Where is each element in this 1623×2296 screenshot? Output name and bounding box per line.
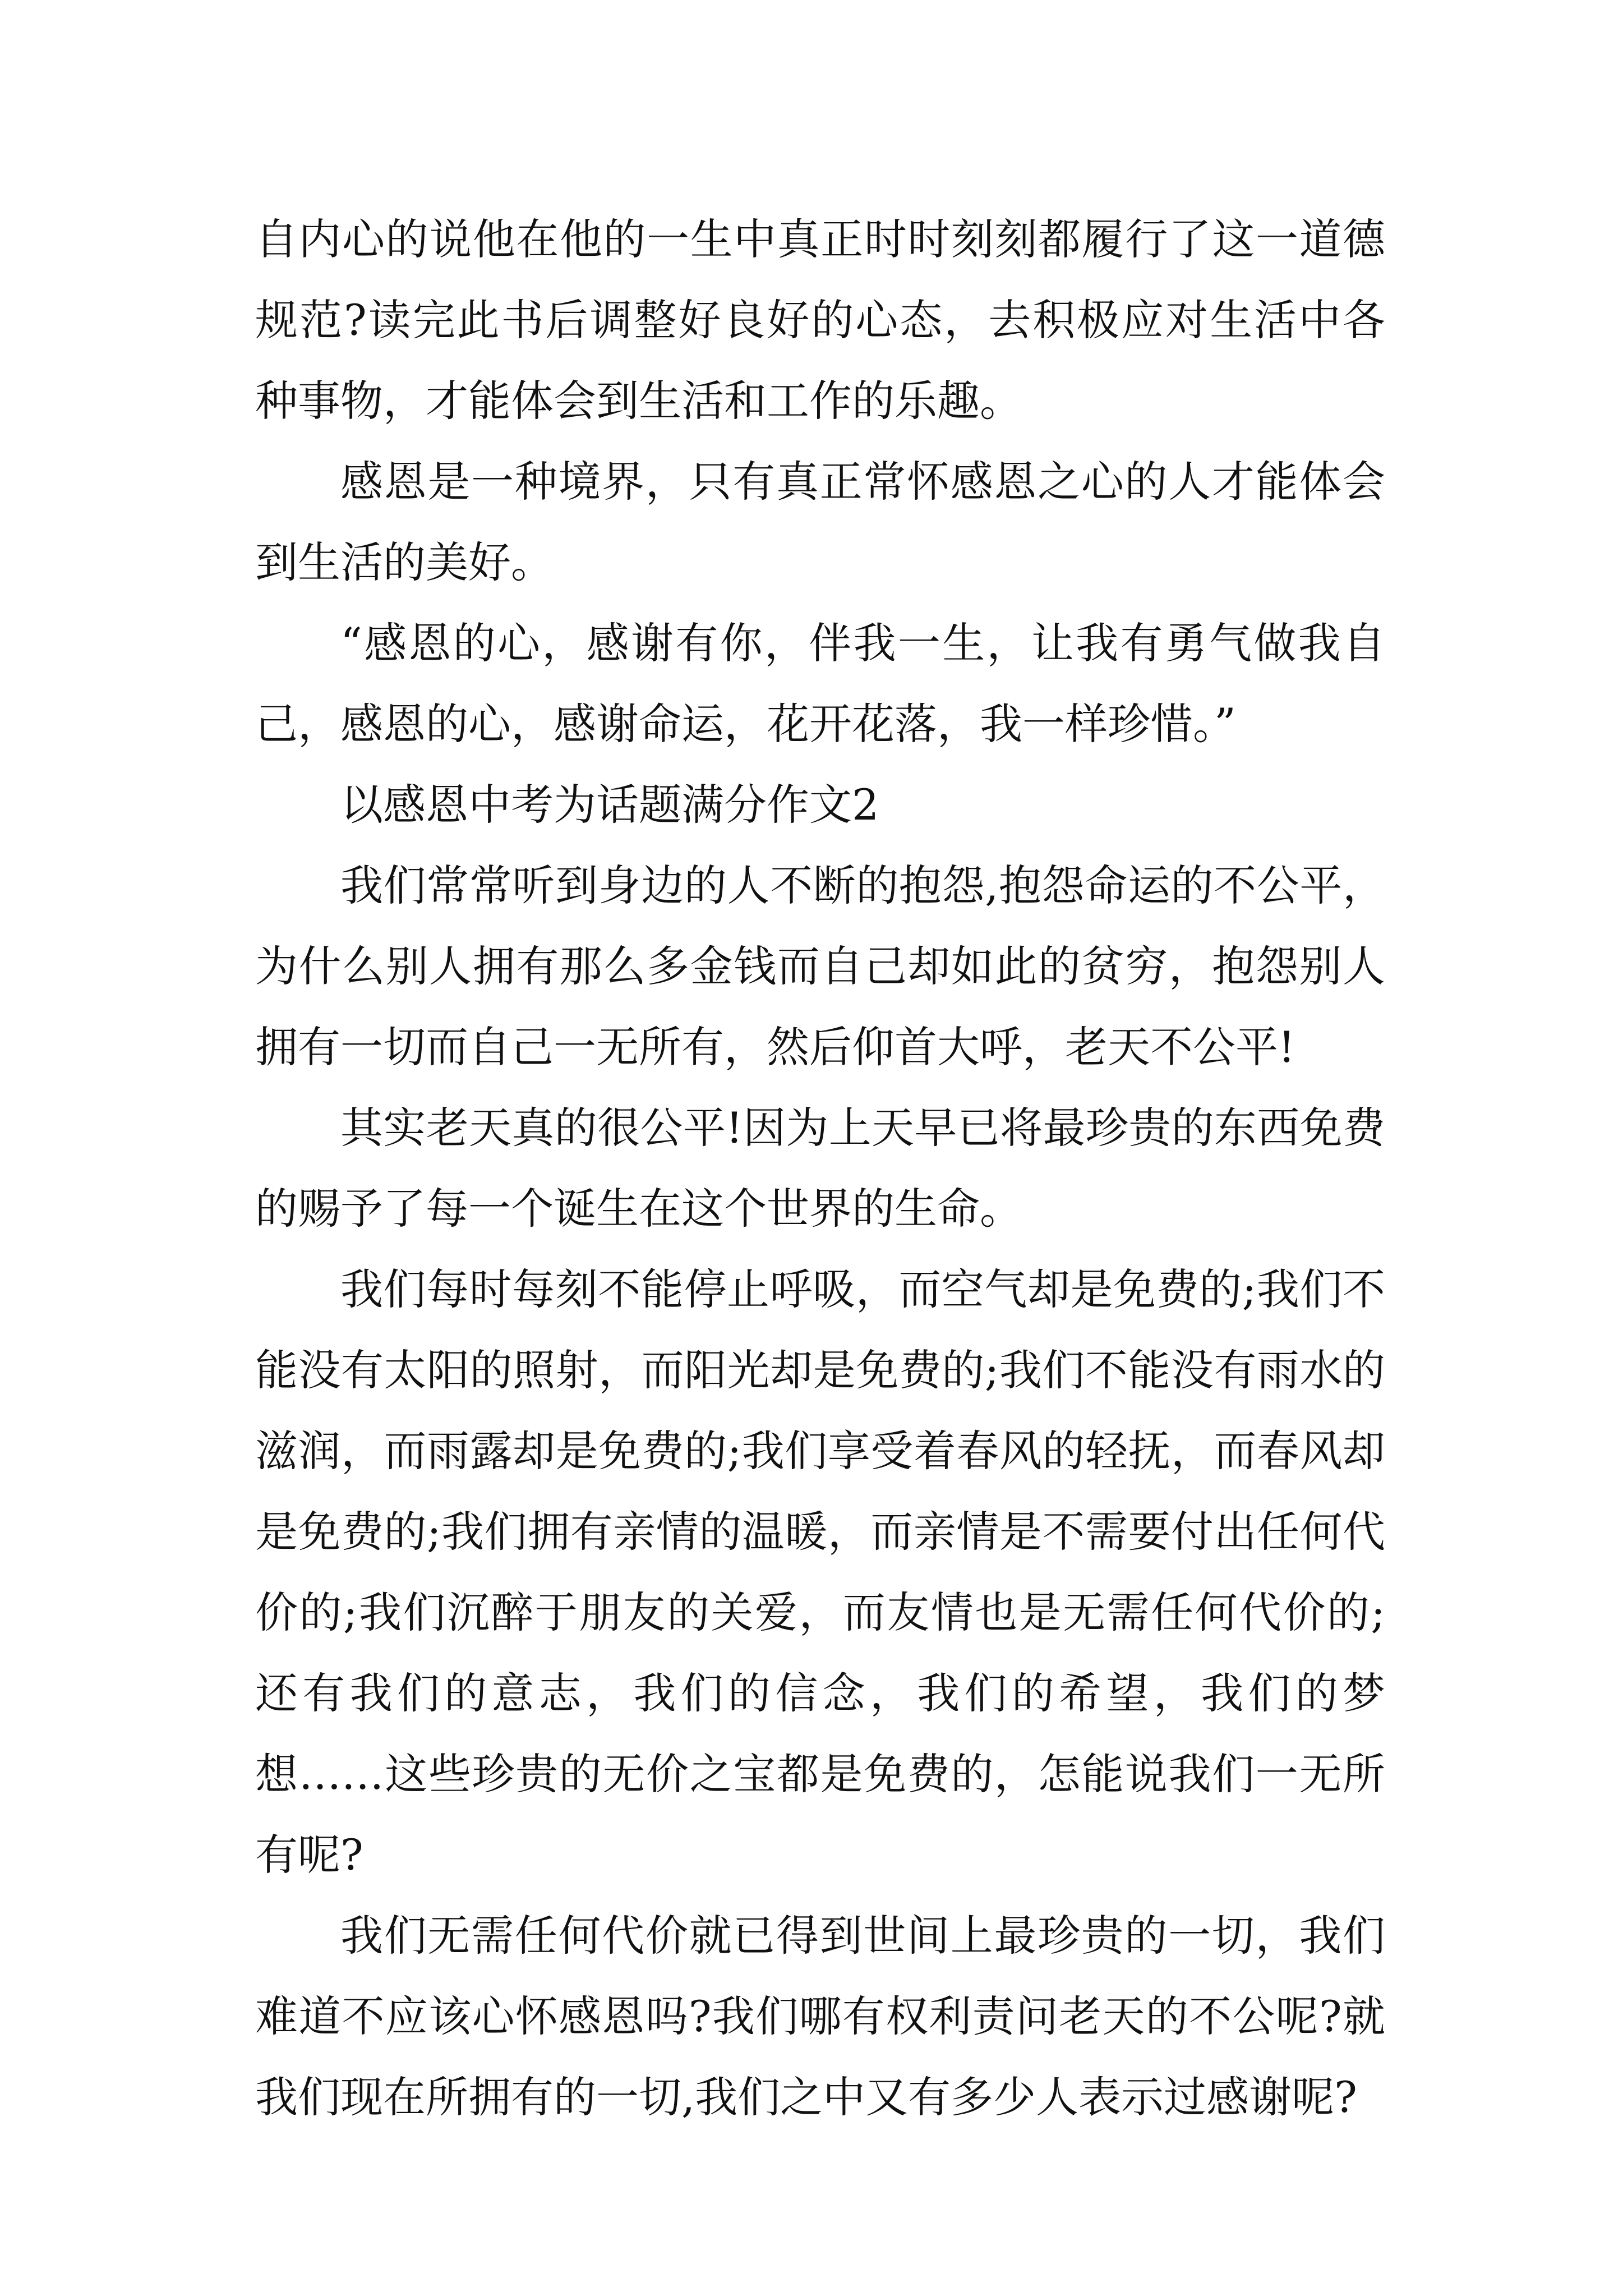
paragraph-5: 我们常常听到身边的人不断的抱怨,抱怨命运的不公平，为什么别人拥有那么多金钱而自己却如此的贫穷，抱怨别人拥有一切而自己一无所有，然后仰首大呼，老天不公平! <box>255 861 1385 1072</box>
paragraph-7: 我们每时每刻不能停止呼吸，而空气却是免费的;我们不能没有太阳的照射，而阳光却是免费的;我们不能没有雨水的滋润，而雨露却是免费的;我们享受着春风的轻抚，而春风却是免费的;我们拥有亲情的温暖，而亲情是不需要付出任何代价的;我们沉醉于朋友的关爱，而友情也是无需任何代价的;还有我们的意志，我们的信念，我们的希望，我们的梦想……这些珍贵的无价之宝都是免费的，怎能说我们一无所有呢? <box>255 1264 1385 1880</box>
paragraph-6: 其实老天真的很公平!因为上天早已将最珍贵的东西免费的赐予了每一个诞生在这个世界的生命。 <box>255 1103 1385 1234</box>
document-body <box>255 199 1385 2138</box>
section-heading: 以感恩中考为话题满分作文2 <box>340 780 879 830</box>
paragraph-2: 感恩是一种境界，只有真正常怀感恩之心的人才能体会到生活的美好。 <box>255 457 1385 587</box>
paragraph-8: 我们无需任何代价就已得到世间上最珍贵的一切，我们难道不应该心怀感恩吗?我们哪有权利责问老天的不公呢?就我们现在所拥有的一切,我们之中又有多少人表示过感谢呢? <box>255 1911 1385 2122</box>
paragraph-1: 自内心的说他在他的一生中真正时时刻刻都履行了这一道德规范?读完此书后调整好良好的心态，去积极应对生活中各种事物，才能体会到生活和工作的乐趣。 <box>255 214 1385 426</box>
paragraph-3: “感恩的心，感谢有你，伴我一生，让我有勇气做我自己，感恩的心，感谢命运，花开花落，我一样珍惜。” <box>255 618 1385 749</box>
